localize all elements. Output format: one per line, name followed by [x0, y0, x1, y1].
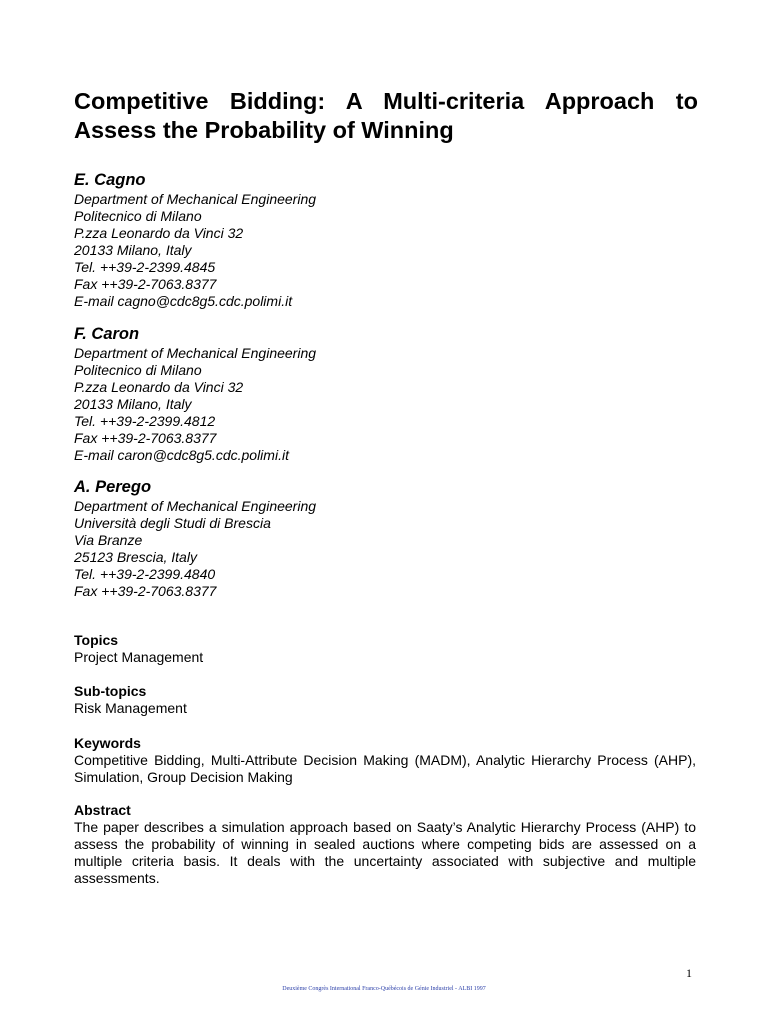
author-affiliation-line: Department of Mechanical Engineering: [74, 191, 317, 207]
author-affiliation-line: Department of Mechanical Engineering: [74, 498, 317, 514]
author-affiliation-line: Politecnico di Milano: [74, 208, 202, 224]
author-fax: Fax ++39-2-7063.8377: [74, 583, 217, 599]
subtopics-heading: Sub-topics: [74, 683, 147, 699]
author-email: E-mail caron@cdc8g5.cdc.polimi.it: [74, 447, 289, 463]
author-phone: Tel. ++39-2-2399.4840: [74, 566, 216, 582]
keywords-section: [74, 735, 696, 786]
author-address-line: Via Branze: [74, 532, 143, 548]
keywords-body: Competitive Bidding, Multi-Attribute Decision Making (MADM), Analytic Hierarchy Process (AHP), Simulation, Group Decision Making: [74, 752, 696, 785]
subtopics-section: [74, 683, 696, 717]
author-address-line: P.zza Leonardo da Vinci 32: [74, 379, 244, 395]
author-block-perego: [74, 477, 694, 600]
topics-heading: Topics: [74, 632, 119, 648]
author-address-line: 20133 Milano, Italy: [74, 396, 192, 412]
author-address-line: P.zza Leonardo da Vinci 32: [74, 225, 244, 241]
author-name: E. Cagno: [74, 171, 146, 189]
author-block-cagno: [74, 170, 694, 310]
author-fax: Fax ++39-2-7063.8377: [74, 276, 217, 292]
author-affiliation-line: Università degli Studi di Brescia: [74, 515, 271, 531]
conference-footer: Deuxième Congrès International Franco-Québécois de Génie Industriel - ALBI 1997: [282, 986, 486, 992]
author-name: F. Caron: [74, 325, 140, 343]
author-affiliation-line: Politecnico di Milano: [74, 362, 202, 378]
author-phone: Tel. ++39-2-2399.4812: [74, 413, 216, 429]
author-fax: Fax ++39-2-7063.8377: [74, 430, 217, 446]
abstract-heading: Abstract: [74, 802, 131, 818]
topics-body: Project Management: [74, 649, 204, 665]
page-number: 1: [686, 966, 692, 980]
author-address-line: 25123 Brescia, Italy: [74, 549, 197, 565]
author-address-line: 20133 Milano, Italy: [74, 242, 192, 258]
author-affiliation-line: Department of Mechanical Engineering: [74, 345, 317, 361]
subtopics-body: Risk Management: [74, 700, 187, 716]
abstract-body: The paper describes a simulation approach based on Saaty’s Analytic Hierarchy Process (AHP) to assess the probability of winning in sealed auctions where competing bids are assessed on a multiple criteria basis. It deals with the uncertainty associated with subjective and multiple assessments.: [74, 819, 696, 886]
paper-title: Competitive Bidding: A Multi-criteria Approach to Assess the Probability of Winning: [74, 88, 698, 143]
topics-section: [74, 632, 696, 666]
author-email: E-mail cagno@cdc8g5.cdc.polimi.it: [74, 293, 293, 309]
author-name: A. Perego: [74, 478, 152, 496]
keywords-heading: Keywords: [74, 735, 141, 751]
author-block-caron: [74, 324, 694, 464]
abstract-section: [74, 802, 696, 887]
author-phone: Tel. ++39-2-2399.4845: [74, 259, 216, 275]
